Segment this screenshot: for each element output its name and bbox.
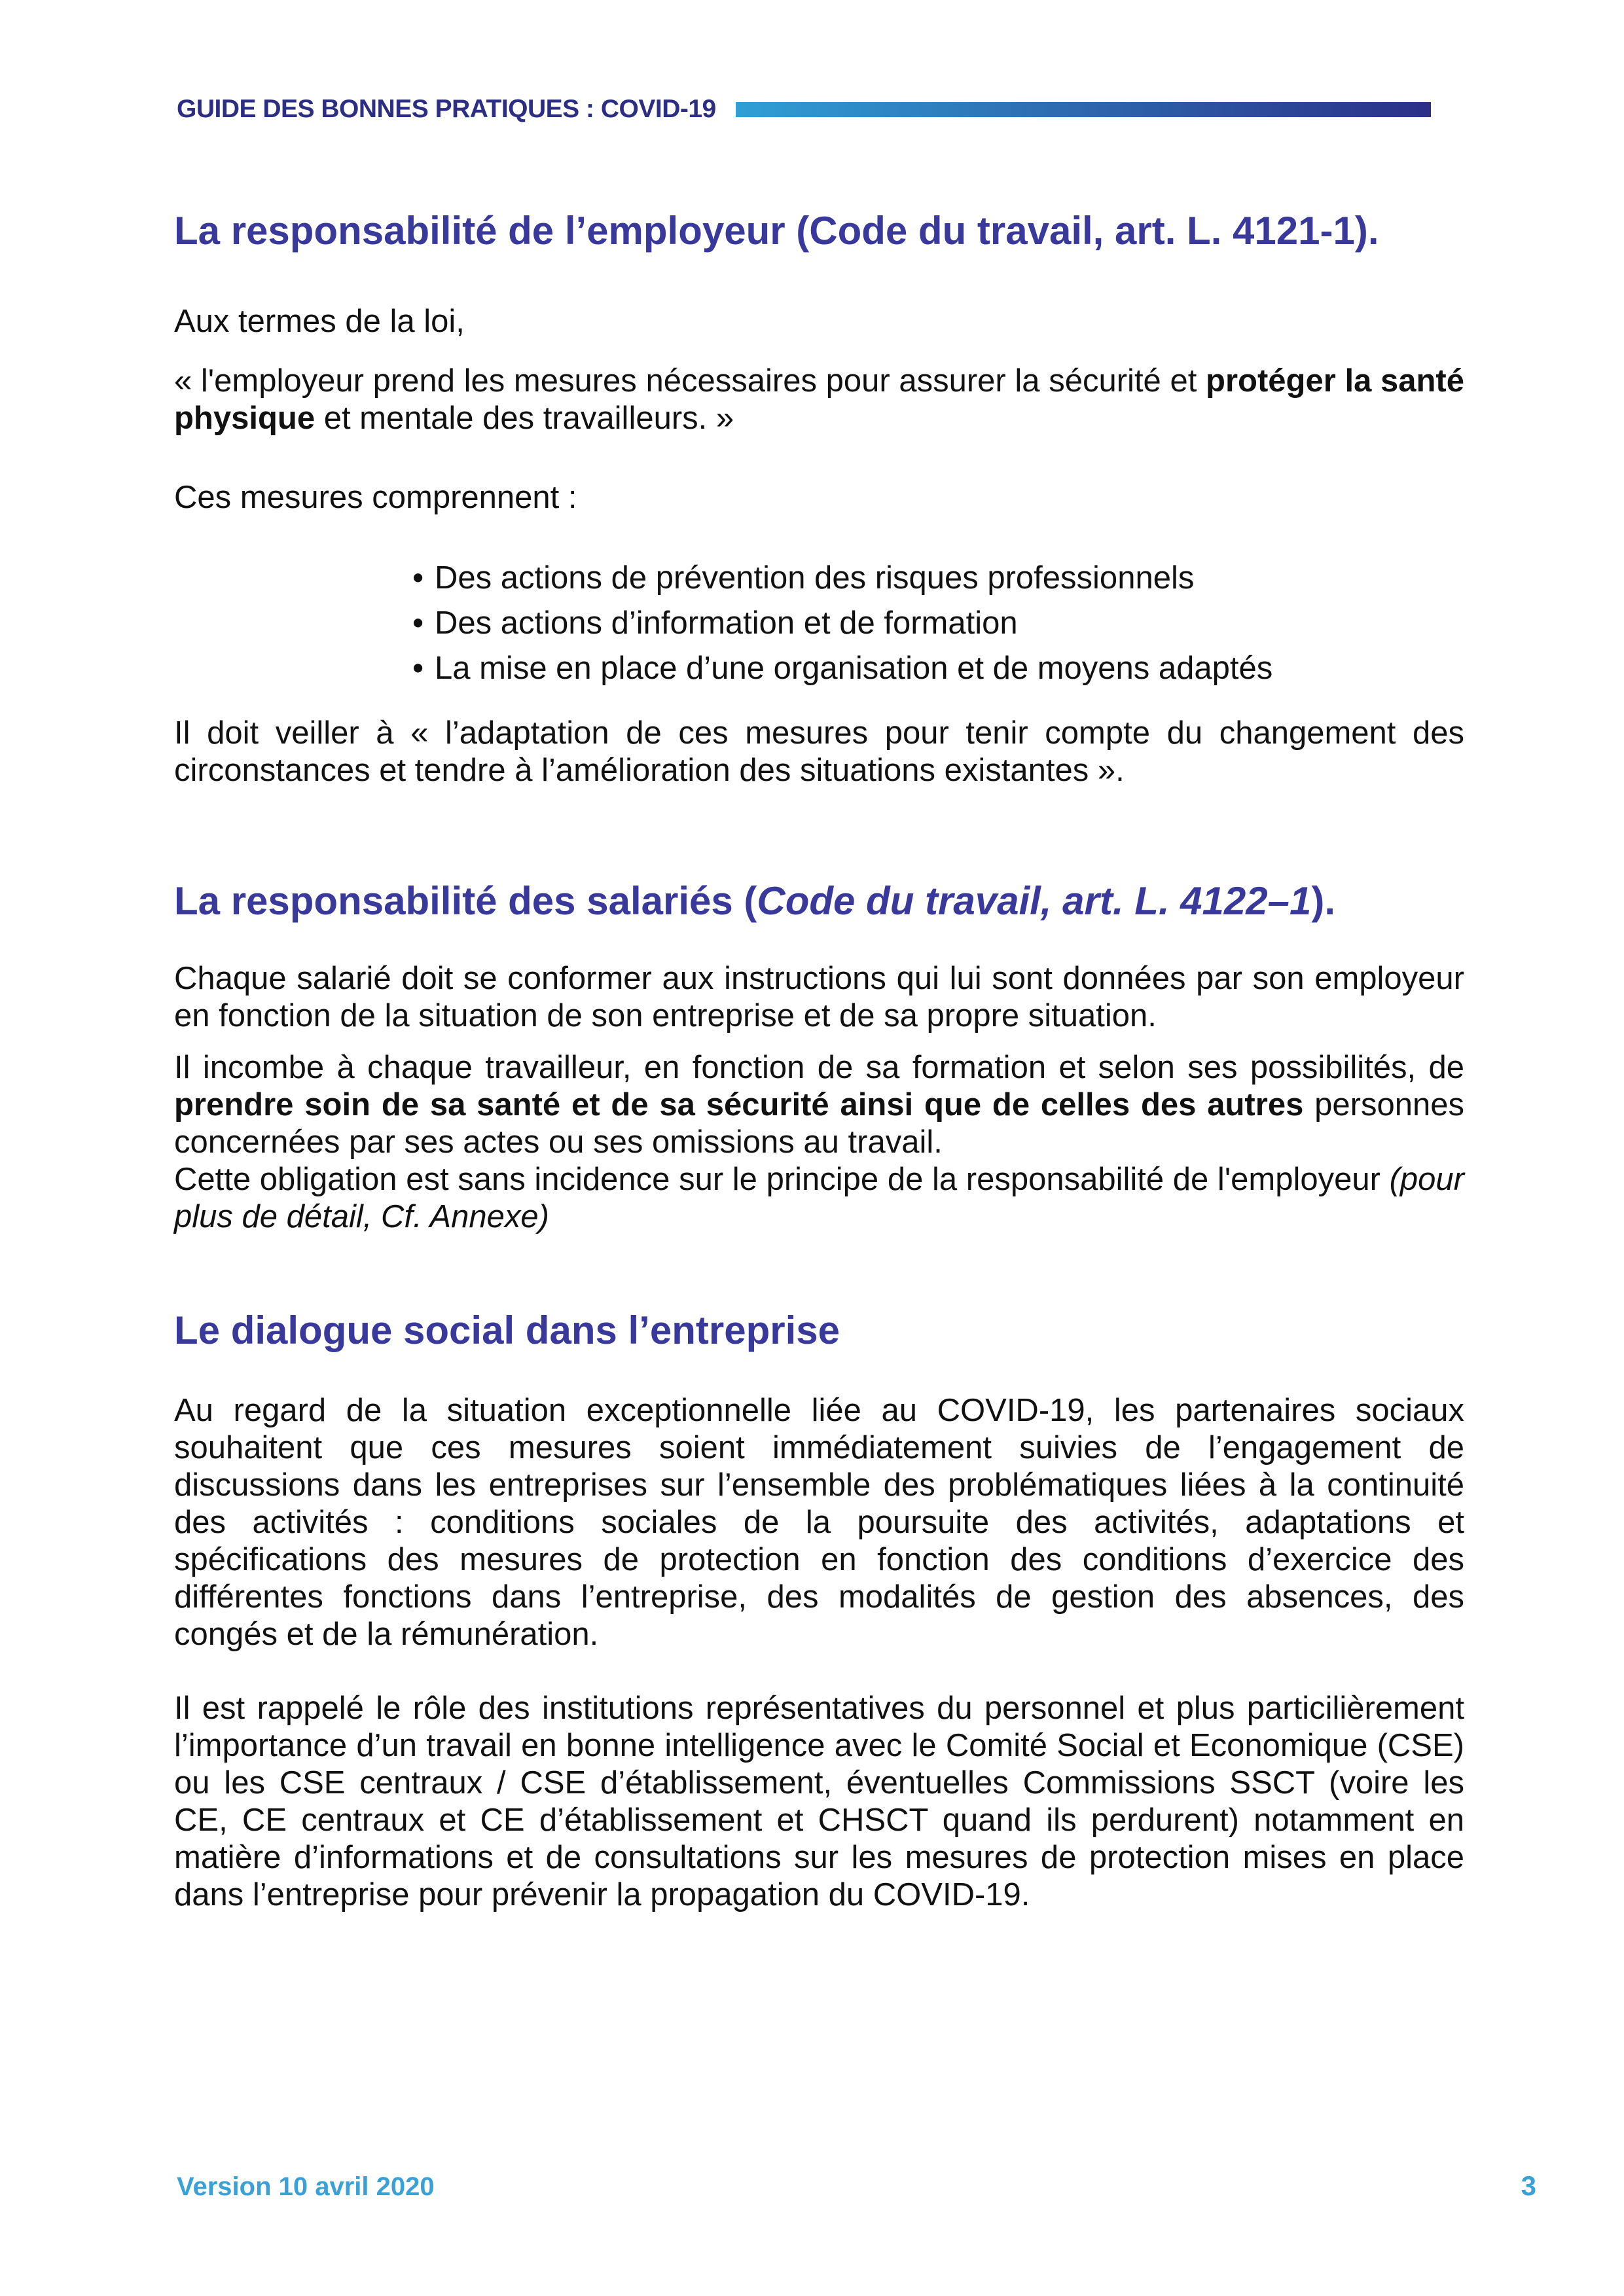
- header-gradient-bar: [736, 102, 1431, 117]
- bullet-icon: •: [412, 651, 424, 686]
- list-item-text: La mise en place d’une organisation et de moyens adaptés: [435, 651, 1273, 686]
- list-item-text: Des actions d’information et de formation: [435, 605, 1018, 641]
- annexe-italic-text: (pour plus de détail, Cf. Annexe): [174, 1162, 1464, 1234]
- footer-version: Version 10 avril 2020: [177, 2172, 435, 2201]
- intro-paragraph: Aux termes de la loi,: [174, 304, 465, 339]
- list-item-text: Des actions de prévention des risques professionnels: [435, 560, 1195, 596]
- veiller-paragraph: Il doit veiller à « l’adaptation de ces mesures pour tenir compte du changement des circonstances et tendre à l’amélioration des situations existantes ».: [174, 715, 1464, 788]
- incombe-text-start: Il incombe à chaque travailleur, en fonction de sa formation et selon ses possibilités, de: [174, 1050, 1464, 1085]
- bullet-icon: •: [412, 560, 424, 596]
- section3-heading: Le dialogue social dans l’entreprise: [174, 1308, 840, 1352]
- employer-quote-paragraph: [174, 363, 1464, 437]
- section2-heading-end: ).: [1311, 879, 1336, 923]
- page-footer: [0, 2170, 1624, 2202]
- obligation-text: Cette obligation est sans incidence sur le principe de la responsabilité de l'employeur: [174, 1162, 1390, 1197]
- list-item: [412, 605, 1464, 642]
- bullet-icon: •: [412, 605, 424, 641]
- salaries-paragraph-1: Chaque salarié doit se conformer aux instructions qui lui sont données par son employeur en fonction de la situation de son entreprise et de sa propre situation.: [174, 961, 1464, 1033]
- section2-heading-italic: Code du travail, art. L. 4122–1: [757, 879, 1312, 923]
- measures-label: Ces mesures comprennent :: [174, 480, 577, 515]
- dialogue-paragraph-2: Il est rappelé le rôle des institutions représentatives du personnel et plus particilièrement l’importance d’un travail en bonne intelligence avec le Comité Social et Economique (CSE) ou les CSE centraux / CSE d’établissement, éventuelles Commissions SSCT (voire les CE, CE centraux et CE d’établissement et CHSCT quand ils perdurent) notamment en matière d’informations et de consultations sur les mesures de protection mises en place dans l’entreprise pour prévenir la propagation du COVID-19.: [174, 1691, 1464, 1912]
- section1-heading: La responsabilité de l’employeur (Code du travail, art. L. 4121-1).: [174, 209, 1379, 253]
- incombe-bold-text: prendre soin de sa santé et de sa sécurité ainsi que de celles des autres: [174, 1087, 1304, 1122]
- quote-text-end: et mentale des travailleurs. »: [315, 401, 734, 436]
- quote-bold-text: protéger la santé physique: [174, 363, 1464, 436]
- list-item: [412, 650, 1464, 687]
- salaries-paragraph-2: [174, 1049, 1464, 1236]
- header-title: GUIDE DES BONNES PRATIQUES : COVID-19: [177, 95, 716, 123]
- page-header: [177, 96, 1431, 124]
- quote-text-start: « l'employeur prend les mesures nécessaires pour assurer la sécurité et: [174, 363, 1206, 399]
- list-item: [412, 560, 1464, 597]
- section2-heading-start: La responsabilité des salariés (: [174, 879, 757, 923]
- page-content: [174, 208, 1464, 1914]
- footer-page-number: 3: [1521, 2170, 1536, 2201]
- section2-heading: [174, 878, 1464, 924]
- measures-list: [174, 560, 1464, 687]
- dialogue-paragraph-1: Au regard de la situation exceptionnelle liée au COVID-19, les partenaires sociaux souhaitent que ces mesures soient immédiatement suivies de l’engagement de discussions dans les entreprises sur l’ensemble des problématiques liées à la continuité des activités : conditions sociales de la poursuite des activités, adaptations et spécifications des mesures de protection en fonction des conditions d’exercice des différentes fonctions dans l’entreprise, des modalités de gestion des absences, des congés et de la rémunération.: [174, 1393, 1464, 1652]
- incombe-text-end: personnes concernées par ses actes ou ses omissions au travail.: [174, 1087, 1464, 1160]
